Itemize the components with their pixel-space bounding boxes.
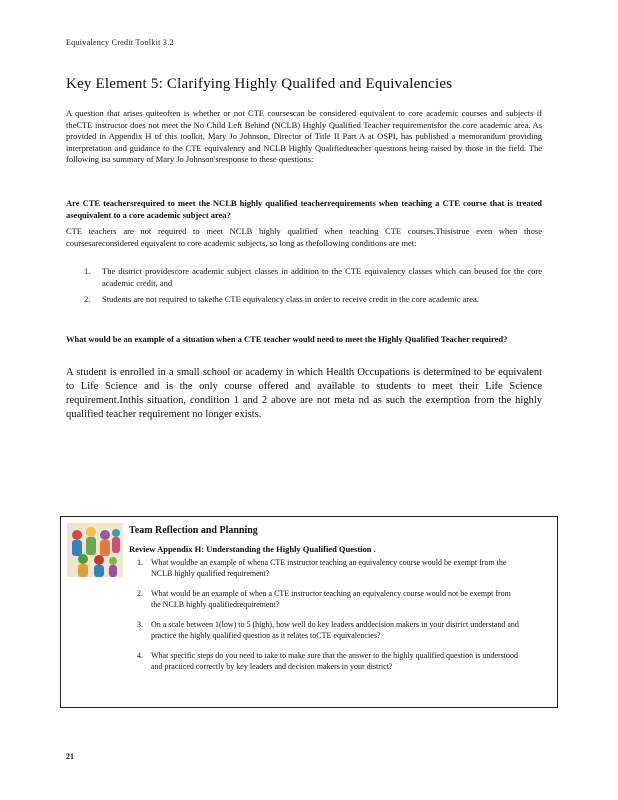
list-item-text: The district providescore academic subject classes in addition to the CTE equivalency classes which can beused for the core academic credit, and — [102, 266, 542, 288]
running-header: Equivalency Credit Toolkit 3.2 — [66, 38, 174, 47]
intro-paragraph: A question that arises quiteoften is whether or not CTE coursescan be considered equivalent to core academic courses and subjects if theCTE instructor does not meet the No Child Left Behind (NCLB) Highly Qualified Teacher requirementsfor the core academic area. As provided in Appendix H of this toolkit, Mary Jo Johnson, Director of Title II Part A at OSPI, has published a memorandum providing interpretation and guidance to the CTE equivalency and NCLB Highly Qualifiedteacher questions being raised by those in the field. The following isa summary of Mary Jo Johnson'sresponse to these questions: — [66, 108, 542, 164]
box-subtitle: Review Appendix H: Understanding the Highly Qualified Question . — [129, 544, 376, 554]
people-group-icon — [67, 523, 123, 577]
conditions-list — [66, 266, 542, 311]
list-item-number: 1. — [137, 558, 143, 567]
team-clipart-image — [67, 523, 123, 577]
answer-2: A student is enrolled in a small school or academy in which Health Occupations is determined to be equivalent to Life Science and is the only course offered and available to students to meet their Life Science requirement.Inthis situation, condition 1 and 2 above are not meta nd as such the exemption from the highly qualified teacher requirement no longer exists. — [66, 367, 542, 420]
list-item-number: 4. — [137, 651, 143, 660]
list-item — [137, 557, 521, 579]
answer-1: CTE teachers are not required to meet NCLB highly qualified when teaching CTE courses.Thisistrue even when those coursesareconsidered equivalent to core academic subjects, so long as thefollowing conditions are met: — [66, 226, 542, 248]
list-item — [137, 588, 521, 610]
page-title: Key Element 5: Clarifying Highly Qualifed and Equivalencies — [66, 76, 453, 92]
list-item-number: 1. — [84, 266, 91, 276]
list-item-number: 3. — [137, 620, 143, 629]
reflection-questions-list — [137, 557, 521, 681]
team-reflection-box — [60, 516, 558, 708]
question-1: Are CTE teachersrequired to meet the NCLB highly qualified teacherrequirements when teaching a CTE course that is treated asequivalent to a core academic subject area? — [66, 198, 542, 220]
list-item-text: What wouldbe an example of whena CTE instructor teaching an equivalency course would be exempt from the NCLB highly qualified requirement? — [151, 558, 507, 578]
list-item — [137, 619, 521, 641]
list-item — [66, 294, 542, 306]
box-title: Team Reflection and Planning — [129, 525, 258, 536]
list-item — [137, 650, 521, 672]
list-item-text: What specific steps do you need to take to make sure that the answer to the highly qualified question is understood and practiced correctly by key leaders and decision makers in your district? — [151, 651, 519, 671]
list-item-text: Students are not required to takethe CTE equivalency class in order to receive credit in the core academic area. — [102, 294, 479, 304]
list-item-number: 2. — [84, 294, 91, 304]
page-number: 21 — [66, 752, 74, 761]
list-item-number: 2. — [137, 589, 143, 598]
list-item — [66, 266, 542, 289]
question-2: What would be an example of a situation when a CTE teacher would need to meet the Highly Qualified Teacher required? — [66, 334, 508, 344]
list-item-text: On a scale between 1(low) to 5 (high), how well do key leaders anddecision makers in your district understand and practice the highly qualified question as it relates toCTE equivalencies? — [151, 620, 519, 640]
list-item-text: What would be an example of when a CTE instructor teaching an equivalency course would not be exempt from the NCLB highly qualifiedrequirement? — [151, 589, 511, 609]
